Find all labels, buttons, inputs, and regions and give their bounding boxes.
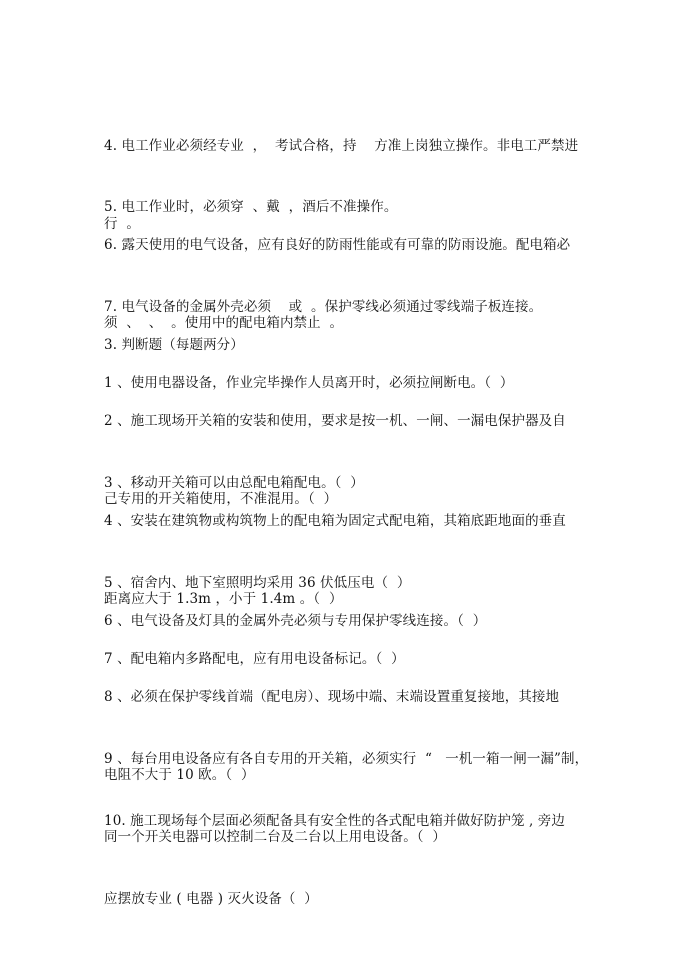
text-line: 距离应大于 1.3m ，小于 1.4m 。（ ） — [104, 591, 343, 607]
text-line: 须 、 、 。使用中的配电箱内禁止 。 — [104, 315, 344, 331]
text-line: 5 、宿舍内、地下室照明均采用 36 伏低压电（ ） — [104, 575, 411, 591]
text-line: 4 、安装在建筑物或构筑物上的配电箱为固定式配电箱，其箱底距地面的垂直 — [104, 513, 566, 529]
text-line: 己专用的开关箱使用，不准混用。（ ） — [104, 491, 338, 507]
true-false-question-10 — [104, 756, 604, 964]
text-line: 7. 电气设备的金属外壳必须 或 。保护零线必须通过零线端子板连接。 — [104, 299, 543, 315]
text-line: 6. 露天使用的电气设备，应有良好的防雨性能或有可靠的防雨设施。配电箱必 — [104, 237, 571, 253]
text-line: 应摆放专业 ( 电器 ) 灭火设备（ ） — [104, 891, 318, 907]
text-line: 8 、必须在保护零线首端（配电房）、现场中端、末端设置重复接地，其接地 — [104, 689, 560, 705]
text-line: 行 。 — [104, 216, 140, 232]
text-line: 6 、电气设备及灯具的金属外壳必须与专用保护零线连接。（ ） — [104, 613, 487, 629]
text-line: 7 、配电箱内多路配电，应有用电设备标记。（ ） — [104, 651, 405, 667]
text-line: 2 、施工现场开关箱的安装和使用，要求是按一机、一闸、一漏电保护器及自 — [104, 413, 566, 429]
text-line: 同一个开关电器可以控制二台及二台以上用电设备。（ ） — [104, 829, 447, 845]
text-line: 5. 电工作业时，必须穿 、戴 ，酒后不准操作。 — [104, 199, 398, 215]
text-line: 3. 判断题（每题两分） — [104, 337, 244, 353]
text-line: 10. 施工现场每个层面必须配备具有安全性的各式配电箱并做好防护笼 , 旁边 — [104, 813, 565, 829]
text-line: 电阻不大于 10 欧。（ ） — [104, 767, 255, 783]
text-line: 1 、使用电器设备，作业完毕操作人员离开时，必须拉闸断电。（ ） — [104, 375, 514, 391]
text-line: 4. 电工作业必须经专业 ， 考试合格，持 方准上岗独立操作。非电工严禁进 — [104, 138, 579, 154]
text-line: 9 、每台用电设备应有各自专用的开关箱，必须实行 “ 一机一箱一闸一漏”制， — [104, 751, 589, 767]
text-line: 3 、移动开关箱可以由总配电箱配电。（ ） — [104, 475, 364, 491]
